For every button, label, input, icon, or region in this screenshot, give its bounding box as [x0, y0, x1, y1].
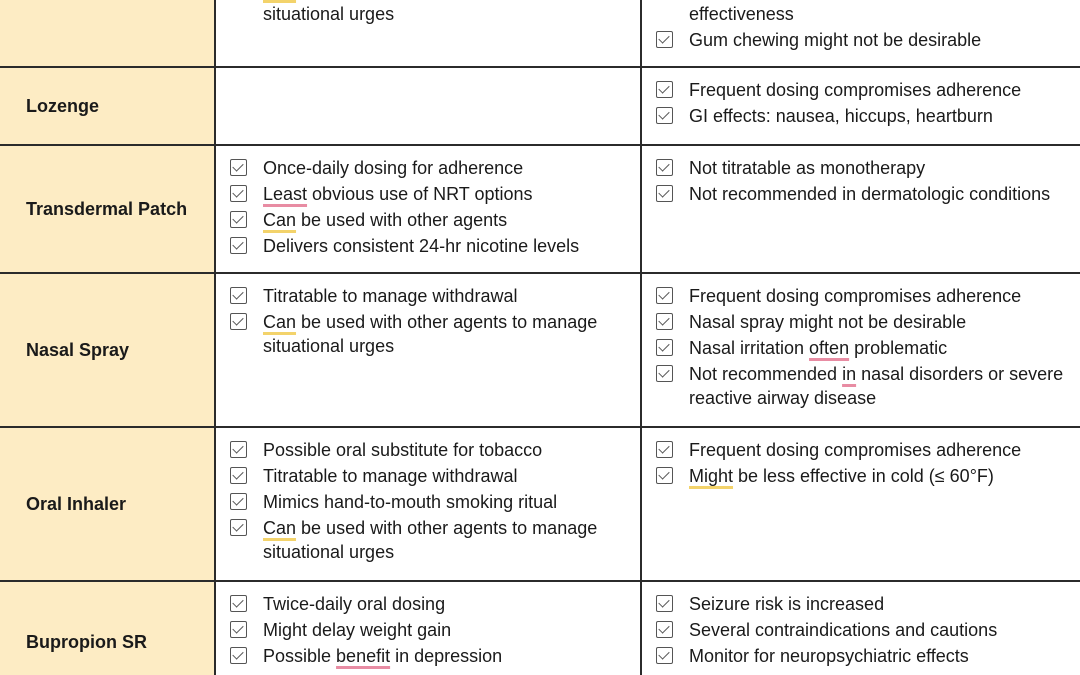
table-row [0, 146, 1080, 274]
item-text: Frequent dosing compromises adherence [689, 286, 1022, 306]
list-item [230, 182, 640, 206]
checkbox-checked-icon [230, 647, 247, 664]
pros-list [230, 592, 640, 668]
pros-cell [216, 0, 642, 66]
checkbox-checked-icon [230, 441, 247, 458]
table-row [0, 582, 1080, 675]
list-item [656, 644, 1080, 668]
underlined-word: Can [263, 518, 297, 538]
checkbox-checked-icon [230, 467, 247, 484]
item-text: Frequent dosing compromises adherence [689, 80, 1022, 100]
list-item [230, 464, 640, 488]
list-item [230, 208, 640, 232]
list-item [656, 28, 1080, 52]
item-text: Not recommended in nasal disorders or severe reactive airway disease [689, 364, 1064, 408]
list-item [656, 592, 1080, 616]
item-text: Seizure risk is increased [689, 594, 885, 614]
table-row [0, 274, 1080, 428]
cons-list [656, 0, 1080, 52]
cons-list [656, 438, 1080, 488]
list-item [656, 78, 1080, 102]
cons-list [656, 592, 1080, 668]
checkbox-checked-icon [230, 159, 247, 176]
checkbox-checked-icon [230, 185, 247, 202]
pros-list [230, 0, 640, 26]
pros-list [230, 156, 640, 258]
checkbox-checked-icon [656, 621, 673, 638]
checkbox-checked-icon [230, 313, 247, 330]
list-item [656, 156, 1080, 180]
list-item [230, 490, 640, 514]
checkbox-checked-icon [656, 159, 673, 176]
item-text: Gum chewing might not be desirable [689, 30, 982, 50]
list-item [656, 310, 1080, 334]
list-item [656, 104, 1080, 128]
checkbox-checked-icon [656, 467, 673, 484]
cons-cell [642, 582, 1080, 675]
item-text: Several contraindications and cautions [689, 620, 998, 640]
cons-cell [642, 428, 1080, 580]
list-item [230, 284, 640, 308]
underlined-word: Can [263, 312, 297, 332]
list-item [656, 618, 1080, 642]
checkbox-checked-icon [656, 31, 673, 48]
list-item [656, 182, 1080, 206]
item-text: Can be used with other agents to manage situational urges [263, 312, 598, 356]
item-text: Can be used with other agents [263, 210, 508, 230]
pros-list [230, 284, 640, 358]
checkbox-checked-icon [656, 339, 673, 356]
item-text: Possible oral substitute for tobacco [263, 440, 543, 460]
underlined-word: benefit [336, 646, 391, 666]
underlined-word: Might [689, 466, 734, 486]
item-text: Might delay weight gain [263, 620, 452, 640]
item-text: situational urges [263, 4, 395, 24]
list-item [230, 618, 640, 642]
item-text: Delivers consistent 24-hr nicotine levels [263, 236, 580, 256]
checkbox-checked-icon [656, 185, 673, 202]
checkbox-checked-icon [230, 493, 247, 510]
list-item [656, 284, 1080, 308]
checkbox-checked-icon [656, 595, 673, 612]
pros-cell [216, 582, 642, 675]
item-text: Might be less effective in cold (≤ 60°F) [689, 466, 994, 486]
pros-cell [216, 146, 642, 272]
item-text: Nasal spray might not be desirable [689, 312, 967, 332]
list-item [656, 336, 1080, 360]
list-item [656, 464, 1080, 488]
therapy-name: Oral Inhaler [0, 428, 216, 580]
underlined-word: in [842, 364, 857, 384]
checkbox-checked-icon [230, 237, 247, 254]
list-item [656, 362, 1080, 410]
cons-list [656, 78, 1080, 128]
checkbox-checked-icon [656, 365, 673, 382]
checkbox-checked-icon [656, 313, 673, 330]
list-item [230, 592, 640, 616]
checkbox-checked-icon [230, 519, 247, 536]
checkbox-checked-icon [656, 647, 673, 664]
table-row [0, 0, 1080, 68]
therapy-name: Nasal Spray [0, 274, 216, 426]
item-text: Twice-daily oral dosing [263, 594, 446, 614]
underlined-word: Can [263, 210, 297, 230]
checkbox-checked-icon [230, 621, 247, 638]
list-item [230, 310, 640, 358]
therapy-name [0, 0, 216, 66]
item-text: Monitor for neuropsychiatric effects [689, 646, 969, 666]
table-row [0, 68, 1080, 146]
checkbox-checked-icon [656, 81, 673, 98]
item-text: GI effects: nausea, hiccups, heartburn [689, 106, 993, 126]
list-item [656, 438, 1080, 462]
table-row [0, 428, 1080, 582]
list-item [230, 0, 640, 26]
cons-list [656, 284, 1080, 410]
checkbox-checked-icon [230, 287, 247, 304]
cons-list [656, 156, 1080, 206]
cons-cell [642, 68, 1080, 144]
list-item [656, 0, 1080, 26]
item-text: Titratable to manage withdrawal [263, 286, 518, 306]
underlined-word: often [809, 338, 850, 358]
item-text: Frequent dosing compromises adherence [689, 440, 1022, 460]
item-text: Can be used with other agents to manage situational urges [263, 518, 598, 562]
therapy-name: Lozenge [0, 68, 216, 144]
item-text: Titratable to manage withdrawal [263, 466, 518, 486]
item-text: Nasal irritation often problematic [689, 338, 948, 358]
item-text: Once-daily dosing for adherence [263, 158, 524, 178]
item-text: Not recommended in dermatologic conditions [689, 184, 1051, 204]
list-item [230, 156, 640, 180]
item-text: Least obvious use of NRT options [263, 184, 533, 204]
checkbox-checked-icon [656, 441, 673, 458]
list-item [230, 234, 640, 258]
cons-cell [642, 146, 1080, 272]
checkbox-checked-icon [230, 211, 247, 228]
item-text: effectiveness [689, 4, 794, 24]
item-text: Mimics hand-to-mouth smoking ritual [263, 492, 558, 512]
list-item [230, 644, 640, 668]
list-item [230, 516, 640, 564]
underlined-word: Least [263, 184, 308, 204]
checkbox-checked-icon [656, 107, 673, 124]
cons-cell [642, 0, 1080, 66]
checkbox-checked-icon [230, 595, 247, 612]
pros-cell [216, 68, 642, 144]
list-item [230, 438, 640, 462]
checkbox-checked-icon [656, 287, 673, 304]
pros-list [230, 438, 640, 564]
therapy-name: Transdermal Patch [0, 146, 216, 272]
pros-cell [216, 428, 642, 580]
item-text: Possible benefit in depression [263, 646, 503, 666]
item-text: Not titratable as monotherapy [689, 158, 926, 178]
therapy-name: Bupropion SR [0, 582, 216, 675]
cons-cell [642, 274, 1080, 426]
pros-cell [216, 274, 642, 426]
